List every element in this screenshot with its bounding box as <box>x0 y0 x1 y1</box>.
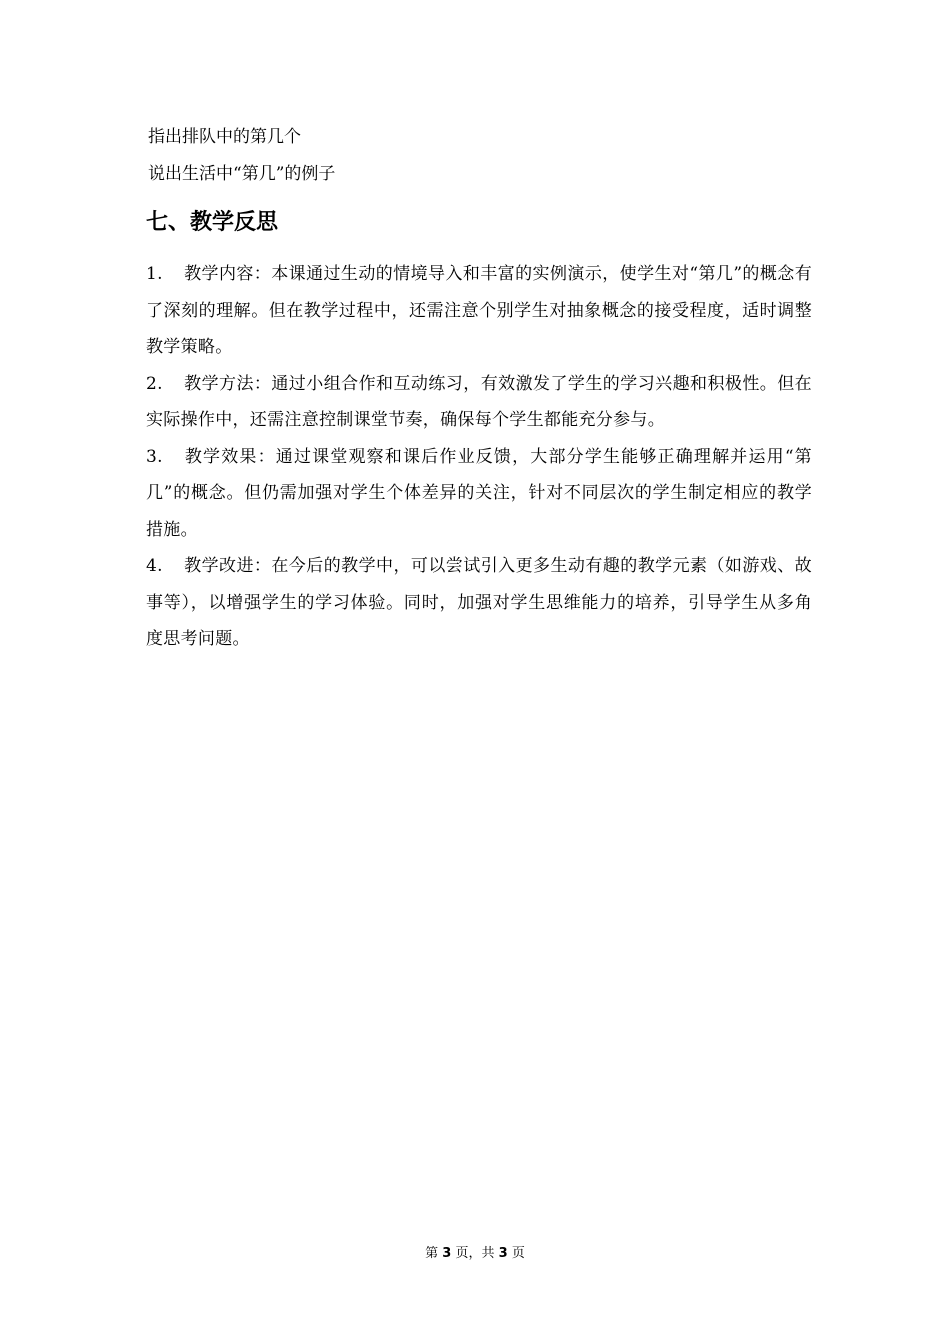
reflection-item <box>146 439 812 549</box>
total-pages-number: 3 <box>498 1246 508 1261</box>
item-number: 3. <box>146 446 163 467</box>
section-heading: 七、教学反思 <box>146 210 279 235</box>
reflection-list <box>146 256 812 658</box>
footer-middle: 页，共 <box>455 1246 495 1261</box>
item-number: 4. <box>146 556 163 576</box>
footer-prefix: 第 <box>425 1246 439 1261</box>
current-page-number: 3 <box>442 1246 452 1261</box>
item-number: 1. <box>146 264 163 284</box>
page-footer <box>0 1244 950 1264</box>
reflection-item <box>146 256 812 366</box>
reflection-item <box>146 366 812 439</box>
item-number: 2. <box>146 373 163 394</box>
item-text: 教学改进：在今后的教学中，可以尝试引入更多生动有趣的教学元素（如游戏、故事等），以增强学生的学习体验。同时，加强对学生思维能力的培养，引导学生从多角度思考问题。 <box>146 556 812 649</box>
footer-suffix: 页 <box>511 1246 525 1261</box>
intro-line: 指出排队中的第几个 <box>148 127 301 147</box>
item-text: 教学效果：通过课堂观察和课后作业反馈，大部分学生能够正确理解并运用“第几”的概念。但仍需加强对学生个体差异的关注，针对不同层次的学生制定相应的教学措施。 <box>146 446 812 540</box>
intro-line: 说出生活中“第几”的例子 <box>148 164 336 184</box>
item-text: 教学方法：通过小组合作和互动练习，有效激发了学生的学习兴趣和积极性。但在实际操作中，还需注意控制课堂节奏，确保每个学生都能充分参与。 <box>146 373 812 430</box>
item-text: 教学内容：本课通过生动的情境导入和丰富的实例演示，使学生对“第几”的概念有了深刻的理解。但在教学过程中，还需注意个别学生对抽象概念的接受程度，适时调整教学策略。 <box>146 264 812 357</box>
reflection-item <box>146 548 812 658</box>
